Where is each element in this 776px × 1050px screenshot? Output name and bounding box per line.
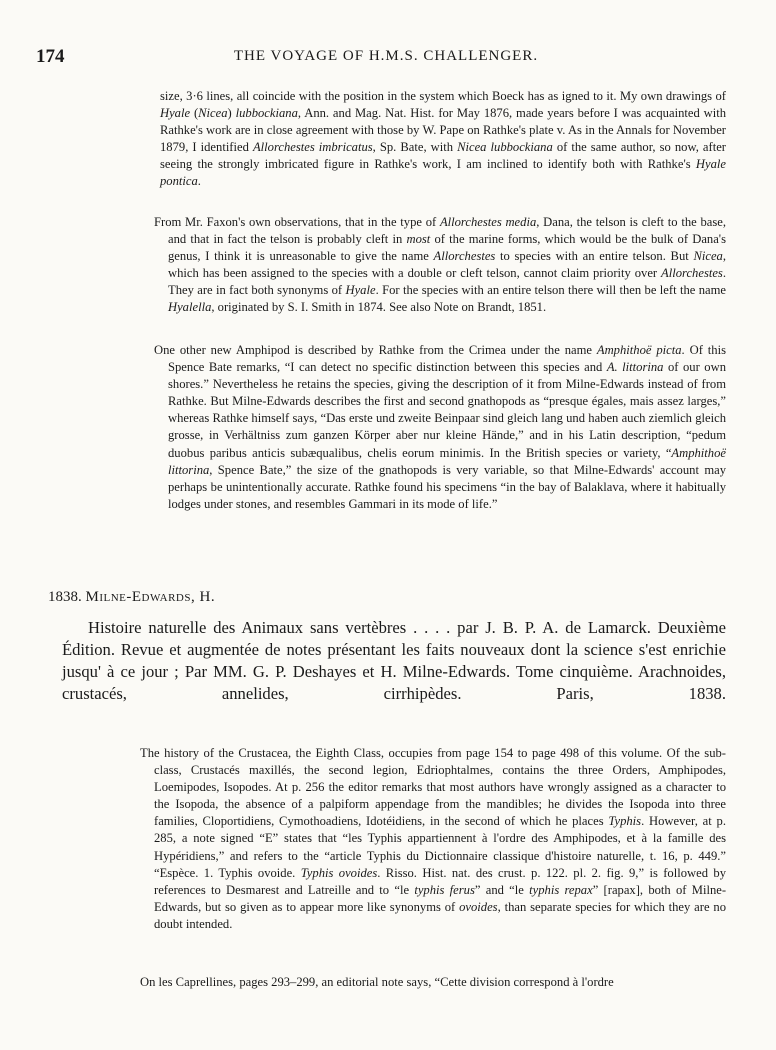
- text-run: ” [rapax], both of Milne-Edwards, but so given as to appear more like synonyms of: [154, 882, 727, 914]
- text-run: of our own shores.” Nevertheless he retains the species, giving the description of it from Milne-Edwards instead of from Rathke. But Milne-Edwards describes the first and second gnathopods as “presque égales, mais assez larges,” whereas Rathke himself says, “Das erste und zweite Beinpaar sind gleich lang und haben auch ziemlich gleich grosse, in Verhältniss zum ganzen Körper aber nur kleine Hände,” and in his Latin description, “pedum duobus paribus anticis subæqualibus, chelis eorum minimis. In the British species or variety, “: [168, 360, 726, 460]
- italic-run: Nicea: [198, 106, 228, 121]
- italic-run: Nicea lubbockiana: [457, 140, 553, 155]
- text-run: One other new Amphipod is described by Rathke from the Crimea under the name: [154, 343, 597, 357]
- text-run: ): [227, 106, 236, 121]
- text-run: . For the species with an entire telson there will then be left the name: [375, 283, 726, 298]
- text-run: , Dana, the telson is cleft to the base, and that in fact the telson is probably cleft in: [168, 215, 726, 247]
- text-run: , originated by S. I. Smith in 1874. See also Note on Brandt, 1851.: [211, 300, 547, 315]
- italic-run: Amphithoë picta: [596, 343, 682, 357]
- italic-run: Typhis: [608, 814, 642, 829]
- italic-run: Hyale: [160, 106, 191, 121]
- italic-run: typhis ferus: [414, 882, 475, 897]
- text-run: of the same author, so now, after seeing the strongly imbricated figure in Rathke's work, I am inclined to identify both with Rathke's: [160, 140, 726, 172]
- text-run: size, 3·6 lines, all coincide with the position in the system which Boeck has as igned to it. My own drawings of: [160, 89, 726, 103]
- text-run: (: [190, 106, 199, 121]
- paragraph-rathke-hyale: [160, 88, 726, 191]
- italic-run: typhis repax: [529, 882, 593, 897]
- bibliography-entry-heading: [48, 589, 215, 606]
- text-run: to species with an entire telson. But: [495, 249, 694, 264]
- text-run: . Of this Spence Bate remarks, “I can detect no specific distinction between this species and: [168, 343, 726, 375]
- text-run: . However, at p. 285, a note signed “E” states that “les Typhis appartiennent à l'ordre des Amphipodes, et à la famille des Hypéridiens,” and refers to the “article Typhis du Dictionnaire classique d'histoire naturelle, t. 16, p. 449.” “Espèce. 1. Typhis ovoide.: [154, 814, 726, 880]
- italic-run: Allorchestes media: [439, 215, 537, 229]
- italic-run: lubbockiana: [235, 106, 298, 121]
- text-run: On les Caprellines, pages 293–299, an editorial note says, “Cette division correspond à l'ordre: [140, 975, 614, 989]
- running-title: THE VOYAGE OF H.M.S. CHALLENGER.: [233, 48, 539, 64]
- italic-run: Allorchestes imbricatus: [252, 140, 373, 155]
- italic-run: A. littorina: [606, 360, 664, 375]
- italic-run: Amphithoë littorina: [168, 445, 726, 477]
- italic-run: Typhis ovoides: [300, 865, 378, 880]
- paragraph-amphithoe-picta: [154, 342, 726, 513]
- italic-run: Allorchestes: [661, 266, 723, 281]
- paragraph-crustacea-history: [140, 745, 726, 933]
- paragraph-caprellines: [140, 974, 726, 991]
- text-run: , Ann. and Mag. Nat. Hist. for May 1876, made years before I was acquainted with Rathke's work are in close agreement with those by W. Pape on Rathke's plate v. As in the Annals for November 1879, I identified: [160, 106, 727, 155]
- text-run: . They are in fact both synonyms of: [168, 266, 726, 298]
- italic-run: Hyale: [345, 283, 376, 298]
- italic-run: Nicea: [693, 249, 723, 264]
- running-head: [36, 46, 736, 70]
- text-run: of the marine forms, which would be the bulk of Dana's genus, I think it is unreasonable to give the name: [168, 232, 726, 264]
- text-run: , Sp. Bate, with: [372, 140, 458, 155]
- entry-author: Milne-Edwards, H.: [85, 589, 216, 605]
- entry-year: 1838.: [48, 589, 82, 605]
- italic-run: Hyalella: [168, 300, 212, 315]
- text-run: , than separate species for which they are no doubt intended.: [154, 899, 726, 931]
- bibliography-entry-title: Histoire naturelle des Animaux sans vertèbres . . . . par J. B. P. A. de Lamarck. Deuxième Édition. Revue et augmentée de notes présentant les faits nouveaux dont la science s'est enrichie jusqu' à ce jour ; Par MM. G. P. Deshayes et H. Milne-Edwards. Tome cinquième. Arachnoides, crustacés, annelides, cirrhipèdes. Paris, 1838.: [62, 618, 726, 703]
- paragraph-faxon-telson: [154, 214, 726, 317]
- text-run: .: [197, 174, 201, 189]
- italic-run: Hyale pontica: [160, 157, 726, 189]
- text-run: , Spence Bate,” the size of the gnathopods is very variable, so that Milne-Edwards' account may perhaps be unintentionally accurate. Rathke found his specimens “in the bay of Balaklava, where it habitually lodges under stones, and resembles Gammari in its mode of life.”: [168, 462, 726, 511]
- text-run: ” and “le: [474, 882, 530, 897]
- page-number: 174: [36, 46, 65, 67]
- italic-run: most: [406, 232, 431, 247]
- italic-run: ovoides: [459, 899, 498, 914]
- text-run: The history of the Crustacea, the Eighth Class, occupies from page 154 to page 498 of this volume. Of the sub-class, Crustacés maxillés, the second legion, Edriophtalmes, contains the three Orders, Amphipodes, Loemipodes, Isopodes. At p. 256 the editor remarks that most authors have wrongly assigned as a character to the Isopoda, the absence of a palpiform appendage from the mandibles; he divides the Isopoda into three families, Cloportidiens, Cymothoadiens, Idotéidiens, in the second of which he places: [140, 746, 726, 829]
- italic-run: Allorchestes: [433, 249, 496, 264]
- text-run: , which has been assigned to the species with a double or cleft telson, cannot claim priority over: [168, 249, 726, 281]
- text-run: From Mr. Faxon's own observations, that in the type of: [154, 215, 440, 229]
- text-run: . Risso. Hist. nat. des crust. p. 122. pl. 2. fig. 9,” is followed by references to Desmarest and Latreille and to “le: [154, 865, 726, 897]
